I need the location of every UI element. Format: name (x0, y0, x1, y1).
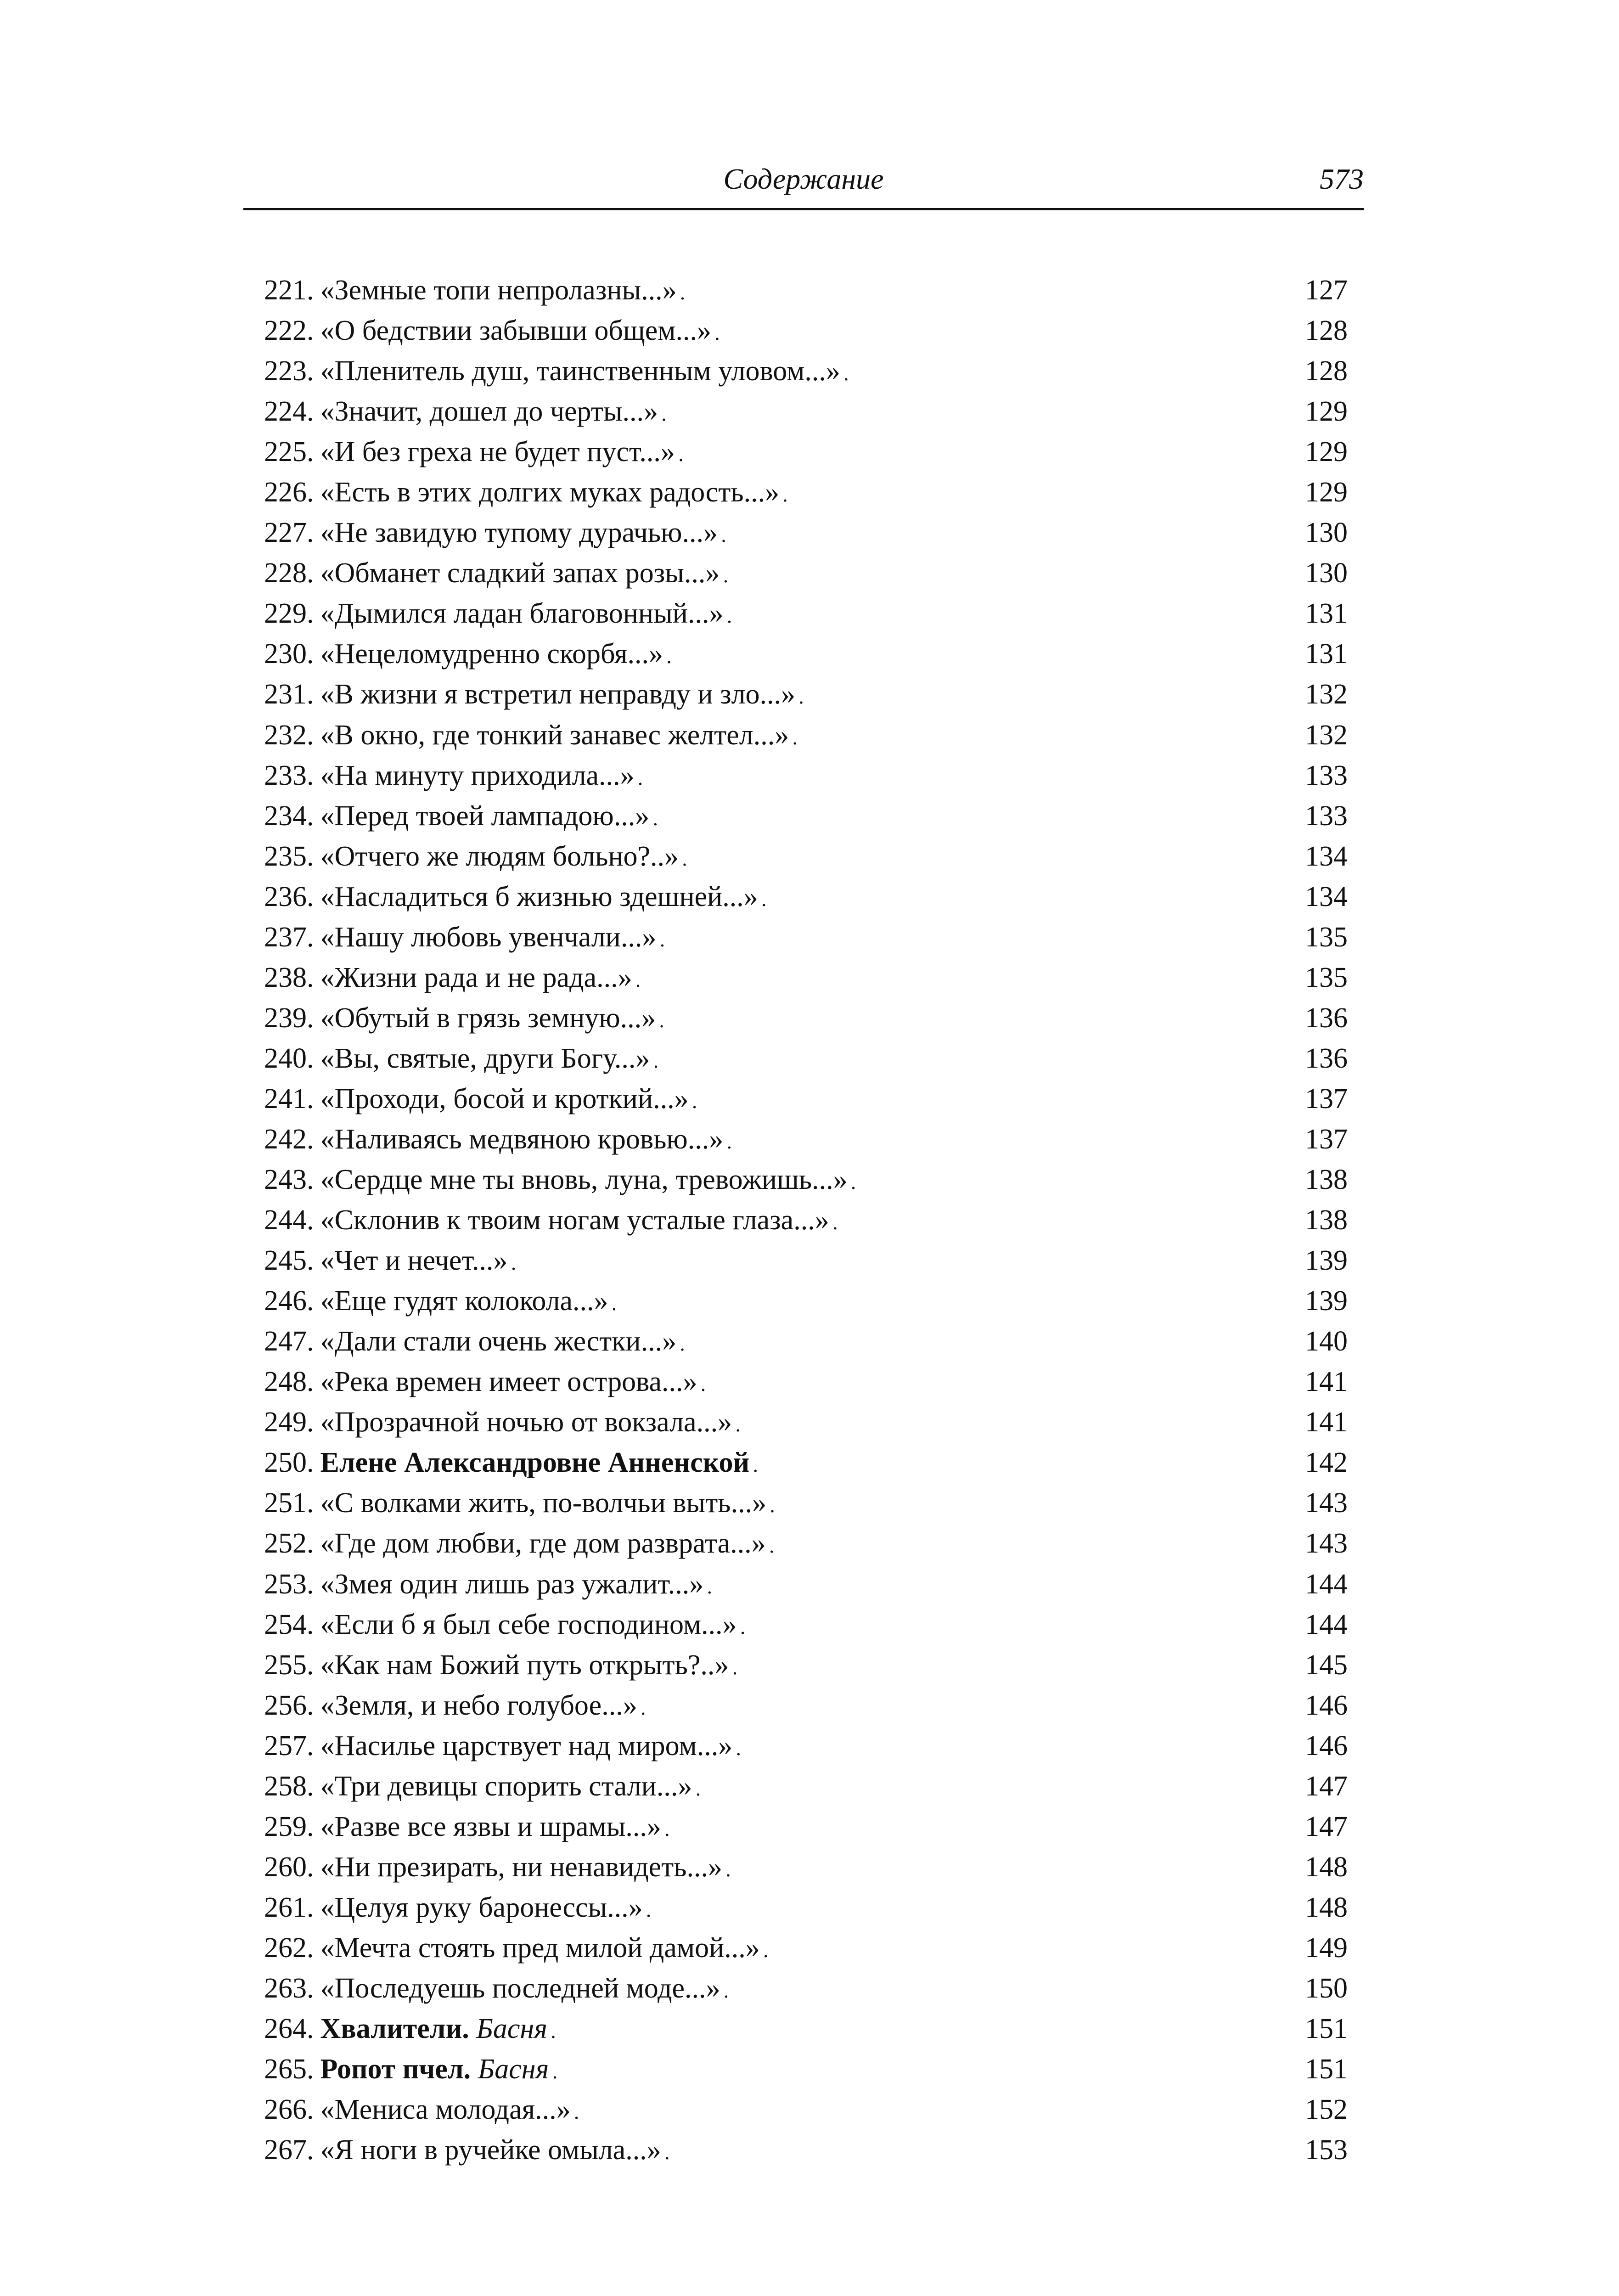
toc-entry-page: 147 (1305, 1770, 1348, 1802)
toc-entry-title-part: «Разве все язвы и шрамы...» (320, 1811, 661, 1842)
toc-entry-title (314, 2009, 547, 2049)
toc-entry (264, 1685, 1348, 1726)
toc-entry-title (314, 755, 635, 796)
toc-entry-number: 228. (264, 557, 314, 589)
toc-entry-number: 224. (264, 396, 314, 428)
table-of-contents (264, 270, 1348, 2170)
toc-entry-title-part: «С волками жить, по-волчьи выть...» (320, 1487, 767, 1519)
toc-entry (264, 1766, 1348, 1806)
toc-entry-page: 131 (1305, 598, 1348, 630)
toc-entry-title-part: Ропот пчел. (320, 2054, 471, 2085)
toc-entry-title (314, 877, 758, 917)
toc-entry-title (314, 1604, 737, 1645)
toc-entry-title-part: «О бедствии забывши общем...» (320, 315, 711, 347)
toc-entry-number: 221. (264, 275, 314, 306)
toc-entry-title-part: «В жизни я встретил неправду и зло...» (320, 679, 796, 710)
toc-entry-number: 261. (264, 1891, 314, 1923)
toc-entry (264, 1321, 1348, 1362)
dot-leader (741, 1604, 1301, 1648)
toc-entry (264, 270, 1348, 310)
toc-entry-number: 258. (264, 1770, 314, 1802)
toc-entry-number: 232. (264, 719, 314, 751)
toc-entry-page: 137 (1305, 1083, 1348, 1114)
dot-leader (696, 1766, 1301, 1810)
toc-entry-number: 263. (264, 1972, 314, 2004)
toc-entry-title-part: «Значит, дошел до черты...» (320, 396, 658, 428)
toc-entry (264, 1119, 1348, 1159)
toc-entry (264, 432, 1348, 472)
toc-entry (264, 957, 1348, 998)
toc-entry-number: 246. (264, 1285, 314, 1317)
dot-leader (707, 1564, 1301, 1608)
toc-entry-title (314, 836, 679, 877)
toc-entry-number: 252. (264, 1528, 314, 1559)
dot-leader (732, 1645, 1301, 1688)
toc-entry-title-part (469, 2013, 477, 2044)
toc-entry-number: 229. (264, 598, 314, 630)
toc-entry-title (314, 634, 663, 674)
toc-entry-title-part: «Перед твоей лампадою...» (320, 800, 650, 832)
toc-entry-title (314, 998, 656, 1038)
toc-entry-page: 145 (1305, 1649, 1348, 1681)
toc-entry-number: 245. (264, 1245, 314, 1277)
toc-entry (264, 2049, 1348, 2089)
toc-entry-title-part: «Дали стали очень жестки...» (320, 1326, 677, 1357)
toc-entry-title-part: «Наливаясь медвяною кровью...» (320, 1123, 724, 1155)
toc-entry (264, 2130, 1348, 2170)
dot-leader (770, 1483, 1301, 1526)
toc-entry (264, 1564, 1348, 1604)
toc-entry-title-part (471, 2054, 478, 2085)
dot-leader (551, 2009, 1301, 2052)
toc-entry-title-part: Басня (478, 2054, 549, 2085)
toc-entry (264, 1523, 1348, 1564)
toc-entry-title (314, 1968, 720, 2009)
dot-leader (799, 674, 1301, 718)
toc-entry-number: 238. (264, 962, 314, 993)
toc-entry (264, 1645, 1348, 1685)
toc-entry-title-part: «Отчего же людям больно?..» (320, 840, 679, 872)
toc-entry (264, 1442, 1348, 1483)
toc-entry-page: 137 (1305, 1123, 1348, 1155)
toc-entry-page: 134 (1305, 840, 1348, 872)
dot-leader (715, 310, 1301, 354)
dot-leader (665, 1806, 1301, 1850)
toc-entry-number: 264. (264, 2013, 314, 2045)
toc-entry (264, 1604, 1348, 1645)
toc-entry-title-part: «Насладиться б жизнью здешней...» (320, 881, 758, 912)
dot-leader (833, 1200, 1301, 1244)
toc-entry-page: 142 (1305, 1447, 1348, 1479)
dot-leader (667, 634, 1301, 677)
toc-entry-title (314, 1564, 704, 1604)
toc-entry-title-part: «Три девицы спорить стали...» (320, 1770, 692, 1802)
toc-entry-number: 222. (264, 315, 314, 347)
toc-entry-page: 148 (1305, 1891, 1348, 1923)
toc-entry-title (314, 1240, 508, 1281)
toc-entry-title (314, 796, 650, 836)
toc-entry-title (314, 1362, 697, 1402)
toc-entry-page: 128 (1305, 315, 1348, 347)
toc-entry-title-part: Хвалители. (320, 2013, 469, 2045)
toc-entry-title-part: «Жизни рада и не рада...» (320, 962, 632, 993)
toc-entry-page: 151 (1305, 2013, 1348, 2045)
toc-entry-page: 147 (1305, 1811, 1348, 1842)
dot-leader (736, 1726, 1301, 1769)
toc-entry-title (314, 715, 789, 755)
dot-leader (701, 1362, 1301, 1405)
toc-entry-page: 136 (1305, 1002, 1348, 1034)
toc-entry-title-part: «Где дом любви, где дом разврата...» (320, 1528, 766, 1559)
toc-entry-title (314, 674, 796, 715)
toc-entry-page: 143 (1305, 1487, 1348, 1519)
toc-entry-title (314, 1928, 760, 1968)
toc-entry (264, 1038, 1348, 1079)
toc-entry (264, 1806, 1348, 1847)
dot-leader (552, 2049, 1301, 2093)
page-header (243, 156, 1364, 211)
toc-entry-page: 135 (1305, 962, 1348, 993)
dot-leader (612, 1281, 1301, 1324)
toc-entry-page: 150 (1305, 1972, 1348, 2004)
toc-entry-title-part: «Как нам Божий путь открыть?..» (320, 1649, 729, 1681)
toc-entry (264, 553, 1348, 593)
toc-entry (264, 472, 1348, 512)
toc-entry-number: 239. (264, 1002, 314, 1034)
toc-entry (264, 391, 1348, 432)
dot-leader (770, 1523, 1301, 1567)
toc-entry (264, 836, 1348, 877)
dot-leader (638, 755, 1301, 799)
toc-entry-title (314, 1766, 692, 1806)
toc-entry (264, 2009, 1348, 2049)
toc-entry (264, 1887, 1348, 1928)
toc-entry (264, 1200, 1348, 1240)
toc-entry-title (314, 1806, 661, 1847)
toc-entry-number: 256. (264, 1689, 314, 1721)
toc-entry-number: 241. (264, 1083, 314, 1114)
toc-entry-page: 132 (1305, 719, 1348, 751)
toc-entry-number: 254. (264, 1609, 314, 1640)
toc-entry-title (314, 1321, 677, 1362)
toc-entry-title (314, 1847, 723, 1887)
toc-entry (264, 1483, 1348, 1523)
toc-entry-page: 138 (1305, 1164, 1348, 1196)
toc-entry (264, 674, 1348, 715)
toc-entry-title-part: «Проходи, босой и кроткий...» (320, 1083, 689, 1114)
toc-entry-number: 225. (264, 436, 314, 468)
toc-entry-page: 130 (1305, 557, 1348, 589)
toc-entry-page: 140 (1305, 1326, 1348, 1357)
toc-entry-number: 249. (264, 1407, 314, 1438)
toc-entry-title (314, 472, 780, 512)
toc-entry-title (314, 310, 711, 351)
toc-entry (264, 351, 1348, 391)
toc-entry-title-part: «В окно, где тонкий занавес желтел...» (320, 719, 789, 751)
dot-leader (665, 2130, 1301, 2173)
toc-entry-title-part: «Сердце мне ты вновь, луна, тревожишь...» (320, 1164, 848, 1196)
toc-entry-title-part: «Вы, святые, други Богу...» (320, 1042, 650, 1074)
dot-leader (783, 472, 1301, 516)
toc-entry-page: 132 (1305, 679, 1348, 710)
toc-entry-number: 251. (264, 1487, 314, 1519)
toc-entry-title-part: Елене Александровне Анненской (320, 1447, 750, 1479)
toc-entry-title (314, 432, 675, 472)
toc-entry-number: 226. (264, 477, 314, 508)
toc-entry-number: 230. (264, 638, 314, 670)
toc-entry-title (314, 593, 724, 634)
dot-leader (736, 1402, 1301, 1446)
toc-entry-number: 233. (264, 760, 314, 791)
running-title: Содержание (723, 163, 884, 195)
toc-entry-number: 236. (264, 881, 314, 912)
toc-entry-title-part: «Дымился ладан благовонный...» (320, 598, 724, 630)
toc-entry-title-part: «Земные топи непролазны...» (320, 275, 677, 306)
dot-leader (662, 391, 1301, 435)
toc-entry (264, 1402, 1348, 1442)
toc-entry-title (314, 1281, 608, 1321)
toc-entry-page: 151 (1305, 2054, 1348, 2085)
toc-entry-page: 133 (1305, 760, 1348, 791)
toc-entry-title (314, 1159, 848, 1200)
toc-entry-title-part: «Ни презирать, ни ненавидеть...» (320, 1851, 723, 1883)
dot-leader (724, 1968, 1301, 2012)
toc-entry-title-part: «Склонив к твоим ногам усталые глаза...» (320, 1204, 829, 1236)
toc-entry-number: 260. (264, 1851, 314, 1883)
toc-entry-number: 235. (264, 840, 314, 872)
toc-entry (264, 715, 1348, 755)
toc-entry (264, 1726, 1348, 1766)
toc-entry-title-part: «Прозрачной ночью от вокзала...» (320, 1407, 732, 1438)
toc-entry-title (314, 1685, 637, 1726)
toc-entry-number: 223. (264, 355, 314, 387)
toc-entry-title-part: «Последуешь последней моде...» (320, 1972, 720, 2004)
dot-leader (692, 1079, 1301, 1122)
toc-entry-title-part: «Река времен имеет острова...» (320, 1366, 697, 1398)
toc-entry-number: 242. (264, 1123, 314, 1155)
toc-entry (264, 755, 1348, 796)
dot-leader (511, 1240, 1301, 1284)
toc-entry-title-part: «Мениса молодая...» (320, 2094, 571, 2126)
toc-entry-page: 130 (1305, 517, 1348, 549)
dot-leader (753, 1442, 1301, 1486)
toc-entry-number: 244. (264, 1204, 314, 1236)
toc-entry-title (314, 1079, 689, 1119)
dot-leader (762, 877, 1301, 920)
toc-entry-page: 143 (1305, 1528, 1348, 1559)
toc-entry-page: 133 (1305, 800, 1348, 832)
toc-entry-title-part: Басня (476, 2013, 547, 2045)
toc-entry-page: 144 (1305, 1609, 1348, 1640)
toc-entry-title-part: «Чет и нечет...» (320, 1245, 508, 1277)
toc-entry-page: 146 (1305, 1730, 1348, 1761)
toc-entry-page: 138 (1305, 1204, 1348, 1236)
toc-entry-page: 134 (1305, 881, 1348, 912)
toc-entry (264, 2089, 1348, 2130)
toc-entry-title (314, 2089, 571, 2130)
toc-entry-title (314, 1726, 733, 1766)
toc-entry-title-part: «Обманет сладкий запах розы...» (320, 557, 720, 589)
toc-entry-title (314, 270, 677, 310)
toc-entry (264, 998, 1348, 1038)
dot-leader (721, 512, 1301, 556)
toc-entry-title (314, 1523, 766, 1564)
toc-entry (264, 1968, 1348, 2009)
toc-entry-page: 129 (1305, 436, 1348, 468)
dot-leader (659, 998, 1301, 1041)
toc-entry (264, 593, 1348, 634)
toc-entry-title (314, 1038, 650, 1079)
toc-entry-page: 135 (1305, 921, 1348, 953)
dot-leader (844, 351, 1301, 394)
toc-entry-number: 255. (264, 1649, 314, 1681)
toc-entry-page: 131 (1305, 638, 1348, 670)
dot-leader (851, 1159, 1301, 1203)
toc-entry-number: 257. (264, 1730, 314, 1761)
dot-leader (723, 553, 1301, 597)
toc-entry (264, 1847, 1348, 1887)
toc-entry-page: 129 (1305, 477, 1348, 508)
dot-leader (793, 715, 1301, 759)
dot-leader (636, 957, 1301, 1001)
dot-leader (680, 270, 1301, 314)
toc-entry-number: 227. (264, 517, 314, 549)
toc-entry-page: 141 (1305, 1407, 1348, 1438)
toc-entry-page: 153 (1305, 2134, 1348, 2166)
toc-entry-number: 240. (264, 1042, 314, 1074)
toc-entry-title (314, 917, 657, 957)
dot-leader (653, 1038, 1301, 1082)
toc-entry-title (314, 1645, 729, 1685)
toc-entry-number: 234. (264, 800, 314, 832)
toc-entry-page: 146 (1305, 1689, 1348, 1721)
toc-entry-title-part: «Нецеломудренно скорбя...» (320, 638, 663, 670)
toc-entry-title-part: «Если б я был себе господином...» (320, 1609, 737, 1640)
dot-leader (727, 1119, 1301, 1163)
toc-entry-title-part: «Нашу любовь увенчали...» (320, 921, 657, 953)
toc-entry-page: 139 (1305, 1245, 1348, 1277)
dot-leader (646, 1887, 1301, 1931)
toc-entry-title-part: «Обутый в грязь земную...» (320, 1002, 656, 1034)
toc-entry-title-part: «Мечта стоять пред милой дамой...» (320, 1932, 760, 1964)
toc-entry-title-part: «Насилье царствует над миром...» (320, 1730, 733, 1761)
toc-entry-title (314, 2049, 549, 2089)
toc-entry-number: 267. (264, 2134, 314, 2166)
dot-leader (726, 1847, 1301, 1891)
toc-entry-page: 141 (1305, 1366, 1348, 1398)
toc-entry (264, 1281, 1348, 1321)
toc-entry-title-part: «Земля, и небо голубое...» (320, 1689, 637, 1721)
toc-entry-title-part: «Не завидую тупому дурачью...» (320, 517, 718, 549)
toc-entry (264, 1240, 1348, 1281)
toc-entry (264, 796, 1348, 836)
toc-entry-number: 265. (264, 2054, 314, 2085)
toc-entry (264, 877, 1348, 917)
toc-entry-title (314, 1887, 643, 1928)
toc-entry (264, 512, 1348, 553)
toc-entry-title (314, 512, 718, 553)
toc-entry-title (314, 553, 720, 593)
toc-entry-title (314, 957, 632, 998)
toc-entry-page: 136 (1305, 1042, 1348, 1074)
toc-entry-title-part: «Я ноги в ручейке омыла...» (320, 2134, 661, 2166)
toc-entry-number: 237. (264, 921, 314, 953)
dot-leader (653, 796, 1301, 839)
toc-entry-number: 250. (264, 1447, 314, 1479)
header-rule (243, 208, 1364, 210)
dot-leader (727, 593, 1301, 637)
toc-entry-title-part: «И без греха не будет пуст...» (320, 436, 675, 468)
toc-entry-page: 139 (1305, 1285, 1348, 1317)
toc-entry-page: 149 (1305, 1932, 1348, 1964)
toc-entry (264, 1159, 1348, 1200)
toc-entry-number: 243. (264, 1164, 314, 1196)
toc-entry-page: 128 (1305, 355, 1348, 387)
toc-entry-title-part: «Пленитель душ, таинственным уловом...» (320, 355, 840, 387)
toc-entry-number: 247. (264, 1326, 314, 1357)
toc-entry (264, 1079, 1348, 1119)
toc-entry-title (314, 1483, 767, 1523)
toc-entry-page: 127 (1305, 275, 1348, 306)
toc-entry-number: 266. (264, 2094, 314, 2126)
toc-entry-page: 152 (1305, 2094, 1348, 2126)
toc-entry-number: 262. (264, 1932, 314, 1964)
toc-entry-number: 259. (264, 1811, 314, 1842)
toc-entry-number: 253. (264, 1568, 314, 1600)
dot-leader (680, 1321, 1301, 1365)
toc-entry (264, 1362, 1348, 1402)
dot-leader (679, 432, 1301, 475)
toc-entry-title (314, 1119, 724, 1159)
toc-entry-title-part: «Целуя руку баронессы...» (320, 1891, 643, 1923)
toc-entry-title (314, 351, 840, 391)
toc-entry-title (314, 1442, 750, 1483)
toc-entry-title (314, 1402, 732, 1442)
dot-leader (660, 917, 1301, 961)
toc-entry (264, 917, 1348, 957)
toc-entry-title (314, 2130, 661, 2170)
toc-entry-title-part: «На минуту приходила...» (320, 760, 635, 791)
toc-entry-page: 129 (1305, 396, 1348, 428)
dot-leader (682, 836, 1301, 880)
toc-entry-page: 144 (1305, 1568, 1348, 1600)
toc-entry (264, 310, 1348, 351)
toc-entry-number: 231. (264, 679, 314, 710)
toc-entry-title-part: «Есть в этих долгих муках радость...» (320, 477, 780, 508)
dot-leader (764, 1928, 1301, 1971)
toc-entry-title (314, 391, 658, 432)
toc-entry-title (314, 1200, 829, 1240)
toc-entry (264, 634, 1348, 674)
dot-leader (574, 2089, 1301, 2133)
toc-entry (264, 1928, 1348, 1968)
dot-leader (641, 1685, 1301, 1729)
toc-entry-title-part: «Змея один лишь раз ужалит...» (320, 1568, 704, 1600)
toc-entry-page: 148 (1305, 1851, 1348, 1883)
page-number: 573 (1320, 163, 1364, 195)
toc-entry-number: 248. (264, 1366, 314, 1398)
toc-entry-title-part: «Еще гудят колокола...» (320, 1285, 608, 1317)
